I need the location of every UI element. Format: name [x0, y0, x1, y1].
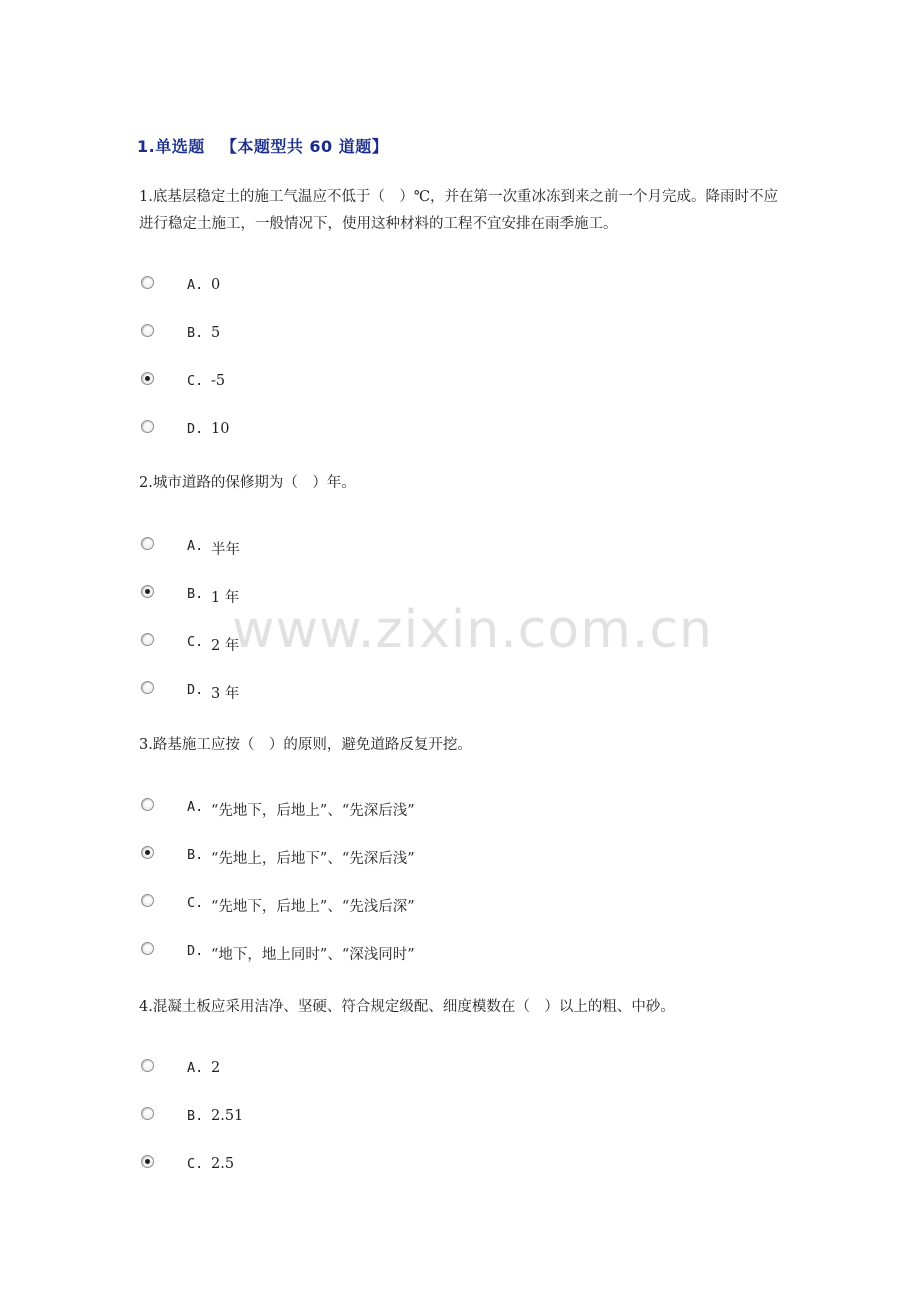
- option-letter: B.: [187, 1108, 204, 1124]
- radio-button[interactable]: [141, 537, 154, 550]
- option-text: 5: [211, 325, 221, 341]
- option-letter: A.: [187, 1060, 204, 1076]
- question-1: 1.底基层稳定土的施工气温应不低于（ ）℃，并在第一次重冰冻到来之前一个月完成。降雨时不应进行稳定土施工，一般情况下，使用这种材料的工程不宜安排在雨季施工。: [139, 189, 779, 232]
- option-text: “先地下，后地上”、“先浅后深”: [211, 899, 415, 915]
- radio-button[interactable]: [141, 633, 154, 646]
- option-letter: C.: [187, 373, 204, 389]
- question-1-option-c[interactable]: [139, 372, 739, 398]
- question-3-option-a[interactable]: [139, 798, 739, 824]
- option-text: “先地上，后地下”、“先深后浅”: [211, 851, 415, 867]
- radio-button[interactable]: [141, 1059, 154, 1072]
- option-letter: B.: [187, 847, 204, 863]
- section-number: 1.: [137, 137, 156, 156]
- watermark: www.zixin.com.cn: [232, 600, 713, 660]
- option-text: 1 年: [211, 590, 240, 606]
- question-4-option-c[interactable]: [139, 1155, 739, 1181]
- option-letter: C.: [187, 1156, 204, 1172]
- option-letter: C.: [187, 895, 204, 911]
- radio-button[interactable]: [141, 942, 154, 955]
- option-letter: A.: [187, 538, 204, 554]
- question-2-option-c[interactable]: [139, 633, 739, 659]
- question-3-option-c[interactable]: [139, 894, 739, 920]
- radio-button-selected[interactable]: [141, 846, 154, 859]
- option-letter: B.: [187, 586, 204, 602]
- option-letter: D.: [187, 421, 204, 437]
- option-text: -5: [211, 373, 226, 389]
- question-2-option-d[interactable]: [139, 681, 739, 707]
- question-1-option-b[interactable]: [139, 324, 739, 350]
- question-4-option-b[interactable]: [139, 1107, 739, 1133]
- section-note: 【本题型共 60 道题】: [220, 137, 389, 156]
- section-type: 单选题: [155, 137, 205, 156]
- question-4: 4.混凝土板应采用洁净、坚硬、符合规定级配、细度模数在（ ）以上的粗、中砂。: [139, 999, 675, 1015]
- option-text: 半年: [211, 542, 240, 558]
- section-title: [137, 134, 388, 157]
- option-text: “地下，地上同时”、“深浅同时”: [211, 947, 415, 963]
- radio-button-selected[interactable]: [141, 372, 154, 385]
- option-text: 10: [211, 421, 230, 437]
- radio-button[interactable]: [141, 681, 154, 694]
- radio-button-selected[interactable]: [141, 1155, 154, 1168]
- option-text: “先地下，后地上”、“先深后浅”: [211, 803, 415, 819]
- radio-button-selected[interactable]: [141, 585, 154, 598]
- option-text: 2 年: [211, 638, 240, 654]
- option-letter: B.: [187, 325, 204, 341]
- option-text: 2: [211, 1060, 221, 1076]
- option-text: 3 年: [211, 686, 240, 702]
- option-letter: A.: [187, 799, 204, 815]
- option-text: 2.51: [211, 1108, 244, 1124]
- option-letter: D.: [187, 943, 204, 959]
- question-4-option-a[interactable]: [139, 1059, 739, 1085]
- option-letter: A.: [187, 277, 204, 293]
- radio-button[interactable]: [141, 324, 154, 337]
- question-3: 3.路基施工应按（ ）的原则，避免道路反复开挖。: [139, 737, 472, 753]
- radio-button[interactable]: [141, 276, 154, 289]
- question-3-option-d[interactable]: [139, 942, 739, 968]
- question-1-option-d[interactable]: [139, 420, 739, 446]
- radio-button[interactable]: [141, 1107, 154, 1120]
- option-text: 2.5: [211, 1156, 235, 1172]
- option-letter: C.: [187, 634, 204, 650]
- radio-button[interactable]: [141, 798, 154, 811]
- option-letter: D.: [187, 682, 204, 698]
- option-text: 0: [211, 277, 221, 293]
- question-2: 2.城市道路的保修期为（ ）年。: [139, 475, 356, 491]
- question-3-option-b[interactable]: [139, 846, 739, 872]
- question-2-option-a[interactable]: [139, 537, 739, 563]
- question-1-option-a[interactable]: [139, 276, 739, 302]
- radio-button[interactable]: [141, 894, 154, 907]
- radio-button[interactable]: [141, 420, 154, 433]
- question-2-option-b[interactable]: [139, 585, 739, 611]
